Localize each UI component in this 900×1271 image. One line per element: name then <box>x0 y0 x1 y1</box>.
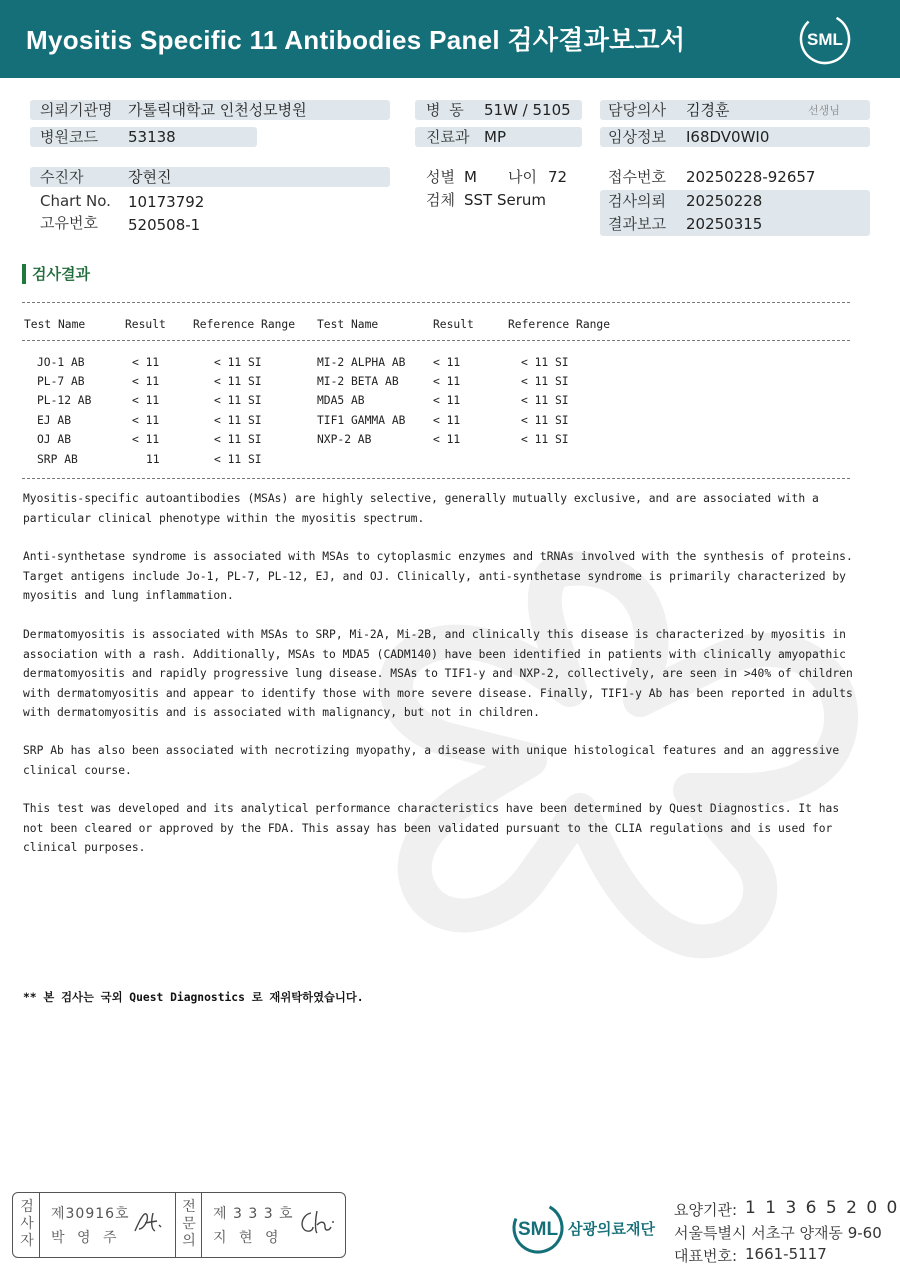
section-marker <box>22 264 26 284</box>
paragraph-line: Myositis-specific autoantibodies (MSAs) are highly selective, generally mutually exclusive, and are associated with a <box>23 492 819 505</box>
clinical-value: I68DV0WI0 <box>686 128 770 146</box>
specialist-signature <box>295 1207 339 1239</box>
address: 서울특별시 서초구 양재동 9-60 <box>674 1224 882 1242</box>
sig-divider <box>201 1193 202 1257</box>
doctor-label: 담당의사 <box>608 101 666 119</box>
test-ref: < 11 SI <box>214 414 262 427</box>
age-label: 나이 <box>508 168 537 186</box>
inspector-name: 박 영 주 <box>51 1230 121 1246</box>
vertical-char: 문 <box>182 1216 196 1232</box>
paragraph-line: with dermatomyositis and appear to identify those with more severe disease. Finally, TIF1-y Ab has been reported in adults <box>23 686 853 700</box>
paragraph-line: Target antigens include Jo-1, PL-7, PL-12, EJ, and OJ. Clinically, anti-synthetase syndrome is primarily characterized by <box>23 569 846 583</box>
paragraph-line: clinical course. <box>23 763 132 777</box>
dept-value: MP <box>484 128 506 146</box>
header-test-name-left: Test Name <box>24 318 86 331</box>
test-name: NXP-2 AB <box>317 433 372 446</box>
paragraph-line: with dermatomyositis and is associated with malignancy, but not in children. <box>23 706 540 719</box>
footer-logo <box>510 1200 570 1260</box>
test-result: < 11 <box>433 356 461 369</box>
test-result: < 11 <box>132 433 160 446</box>
dept-label: 진료과 <box>426 128 470 146</box>
inspector-vertical-label <box>17 1199 37 1250</box>
footer-logo-text: SML <box>517 1219 559 1240</box>
request-label: 검사의뢰 <box>608 192 666 210</box>
specialist-vertical-label <box>179 1199 199 1250</box>
paragraph-anti-synthetase <box>23 547 873 606</box>
test-name: EJ AB <box>37 414 72 427</box>
test-name: TIF1 GAMMA AB <box>317 414 406 427</box>
unique-value: 520508-1 <box>128 216 201 234</box>
report-value: 20250315 <box>686 215 763 233</box>
test-ref: < 11 SI <box>521 394 569 407</box>
paragraph-line: SRP Ab has also been associated with necrotizing myopathy, a disease with unique histological features and an aggressive <box>23 744 840 757</box>
test-result: < 11 <box>132 414 160 427</box>
code-value: 1 1 3 6 5 2 0 0 <box>745 1198 900 1218</box>
paragraph-line: This test was developed and its analytical performance characteristics have been determined by Quest Diagnostics. It has <box>23 802 840 815</box>
vertical-char: 사 <box>20 1216 34 1232</box>
paragraph-srp <box>23 741 873 780</box>
section-title: 검사결과 <box>32 265 90 283</box>
org-name: 삼광의료재단 <box>568 1220 655 1238</box>
specialist-number: 제 3 3 3 호 <box>213 1206 294 1222</box>
report-label: 결과보고 <box>608 215 666 233</box>
paragraph-line: not been cleared or approved by the FDA. This assay has been validated pursuant to the CLIA regulations and is used for <box>23 821 833 835</box>
footer-logo-mark <box>510 1200 570 1256</box>
patient-label: 수진자 <box>40 168 84 186</box>
header-result-left: Result <box>125 318 166 331</box>
age-value: 72 <box>548 168 568 186</box>
test-name: OJ AB <box>37 433 72 446</box>
vertical-char: 의 <box>182 1233 196 1249</box>
ward-label: 병 동 <box>426 101 466 119</box>
header-test-name-right: Test Name <box>317 318 379 331</box>
hospital-code-value: 53138 <box>128 128 176 146</box>
paragraph-line: association with a rash. Additionally, MSAs to MDA5 (CADM140) have been identified in patients with clinically amyopathic <box>23 647 846 661</box>
signature-box <box>12 1192 346 1258</box>
paragraph-line: particular clinical phenotype within the myositis spectrum. <box>23 511 425 525</box>
patient-value: 장현진 <box>128 168 172 186</box>
test-ref: < 11 SI <box>521 433 569 446</box>
header-result-right: Result <box>433 318 474 331</box>
request-value: 20250228 <box>686 192 763 210</box>
specialist-name: 지 현 영 <box>213 1230 283 1246</box>
phone-label: 대표번호: <box>674 1247 738 1265</box>
sig-divider <box>39 1193 40 1257</box>
test-name: MI-2 ALPHA AB <box>317 356 406 369</box>
chart-label: Chart No. <box>40 192 111 210</box>
test-result: 11 <box>146 453 160 466</box>
hospital-value: 가톨릭대학교 인천성모병원 <box>128 101 307 119</box>
header-ref-left: Reference Range <box>193 318 296 331</box>
test-ref: < 11 SI <box>214 356 262 369</box>
receipt-label: 접수번호 <box>608 168 666 186</box>
test-ref: < 11 SI <box>214 433 262 446</box>
clinical-label: 임상정보 <box>608 128 666 146</box>
vertical-char: 검 <box>20 1199 34 1215</box>
paragraph-dermatomyositis <box>23 625 873 723</box>
test-name: MDA5 AB <box>317 394 365 407</box>
test-ref: < 11 SI <box>521 414 569 427</box>
hospital-code-label: 병원코드 <box>40 128 98 146</box>
sex-value: M <box>464 168 477 186</box>
test-name: PL-12 AB <box>37 394 92 407</box>
paragraph-line: clinical purposes. <box>23 841 146 854</box>
chart-value: 10173792 <box>128 193 205 211</box>
paragraph-line: Dermatomyositis is associated with MSAs to SRP, Mi-2A, Mi-2B, and clinically this disease is characterized by myositis in <box>23 628 846 641</box>
doctor-suffix: 선생님 <box>808 104 840 117</box>
referral-note: ** 본 검사는 국외 Quest Diagnostics 로 재위탁하였습니다. <box>23 991 364 1004</box>
specimen-label: 검체 <box>426 191 455 209</box>
test-ref: < 11 SI <box>214 453 262 466</box>
paragraph-disclaimer <box>23 799 873 858</box>
sml-logo-text: SML <box>807 30 843 49</box>
test-name: SRP AB <box>37 453 78 466</box>
patient-bar <box>30 167 390 187</box>
test-ref: < 11 SI <box>214 394 262 407</box>
table-divider-top <box>22 302 850 303</box>
test-name: JO-1 AB <box>37 356 85 369</box>
test-result: < 11 <box>433 433 461 446</box>
vertical-char: 전 <box>182 1199 196 1215</box>
ward-value: 51W / 5105 <box>484 101 571 119</box>
test-ref: < 11 SI <box>214 375 262 388</box>
table-divider-bottom <box>22 478 850 479</box>
report-header <box>0 0 900 78</box>
report-title: Myositis Specific 11 Antibodies Panel 검사결과보고서 <box>26 25 686 55</box>
test-ref: < 11 SI <box>521 356 569 369</box>
paragraph-line: dermatomyositis and rapidly progressive lung disease. MSAs to TIF1-y and NXP-2, collectively, are seen in >40% of children <box>23 667 853 680</box>
test-name: PL-7 AB <box>37 375 85 388</box>
paragraph-line: myositis and lung inflammation. <box>23 589 234 602</box>
unique-label: 고유번호 <box>40 214 98 232</box>
sex-label: 성별 <box>426 168 455 186</box>
test-result: < 11 <box>433 394 461 407</box>
doctor-value: 김경훈 <box>686 101 730 119</box>
table-divider-header <box>22 340 850 341</box>
test-ref: < 11 SI <box>521 375 569 388</box>
test-result: < 11 <box>132 394 160 407</box>
sig-divider <box>175 1193 176 1257</box>
paragraph-line: Anti-synthetase syndrome is associated with MSAs to cytoplasmic enzymes and tRNAs involved with the synthesis of proteins. <box>23 550 853 563</box>
header-ref-right: Reference Range <box>508 318 611 331</box>
code-label: 요양기관: <box>674 1201 738 1219</box>
test-result: < 11 <box>132 375 160 388</box>
inspector-number: 제30916호 <box>51 1206 130 1222</box>
receipt-value: 20250228-92657 <box>686 168 816 186</box>
inspector-signature <box>131 1207 171 1237</box>
test-result: < 11 <box>433 375 461 388</box>
test-name: MI-2 BETA AB <box>317 375 399 388</box>
vertical-char: 자 <box>20 1233 34 1249</box>
paragraph-msa-intro <box>23 489 873 528</box>
test-result: < 11 <box>132 356 160 369</box>
specimen-value: SST Serum <box>464 191 547 209</box>
test-result: < 11 <box>433 414 461 427</box>
sml-logo <box>798 12 852 66</box>
phone-value: 1661-5117 <box>745 1245 827 1263</box>
hospital-label: 의뢰기관명 <box>40 101 113 119</box>
